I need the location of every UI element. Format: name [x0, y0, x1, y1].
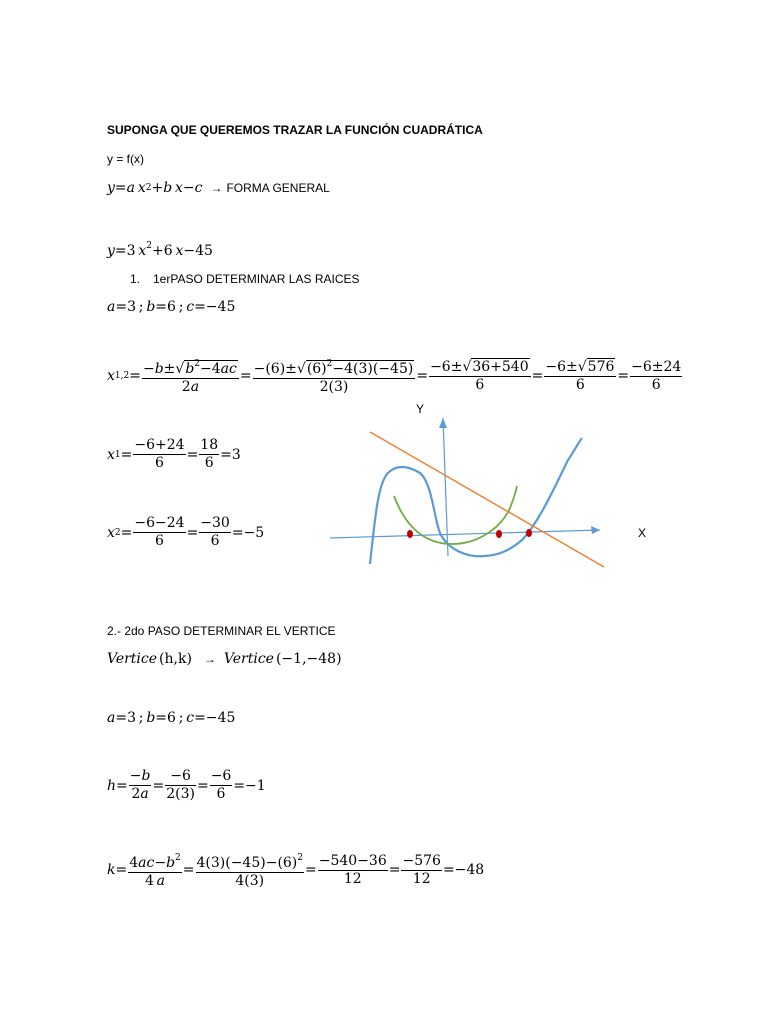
- function-notation: y = f(x): [107, 152, 145, 166]
- general-form-label: FORMA GENERAL: [226, 181, 330, 195]
- coefficients-line-2: a=3 ; b=6 ; c=−45: [107, 710, 236, 726]
- step1-heading: 1erPASO DETERMINAR LAS RAICES: [153, 272, 360, 286]
- coefficients-line-1: a=3 ; b=6 ; c=−45: [107, 299, 236, 315]
- vertex-line: Vertice (h,k) → Vertice (−1,−48): [107, 651, 342, 667]
- function-sketch: [320, 398, 660, 578]
- specific-function-equation: y=3 $x^2+6$ x−45: [107, 241, 213, 259]
- vertex-value: (−1,−48): [275, 651, 342, 667]
- orange-line: [370, 432, 604, 567]
- x-axis-label: X: [638, 526, 647, 540]
- x-axis: [330, 530, 600, 538]
- vertex-k-formula: k = $\frac{4ac-b^2}{4 a}$ = $\frac{4(3)(-45)-(6)^2}{4(3)}$ = $\frac{-540-36}{12}$ = $\frac{-576}{12}$ =−48: [107, 850, 484, 890]
- vertex-word: Vertice: [223, 651, 274, 667]
- blue-curve: [370, 438, 582, 564]
- y-axis-label: Y: [416, 402, 425, 416]
- page-title: SUPONGA QUE QUEREMOS TRAZAR LA FUNCIÓN CUADRÁTICA: [107, 123, 483, 137]
- vertex-h-formula: h = $\frac{-b}{2a}$ = $\frac{-6}{2(3)}$ = $\frac{-6}{6}$ =−1: [107, 768, 266, 802]
- y-axis-arrow-icon: [439, 418, 447, 428]
- arrow-icon: →: [210, 181, 223, 195]
- x-axis-arrow-icon: [591, 526, 600, 534]
- point-left: [407, 530, 413, 538]
- step1-number: 1.: [130, 272, 141, 286]
- quadratic-formula: x 1,2 = $\frac{-b\pm√b^2-4ac}{2a}$ = $\frac{-(6)\pm√(6)^2-4(3)(-45)}{2(3)}$ = $\frac{-6\pm√36+540}{6}$ = $\frac{-6\pm√576}{6}$ = $\frac{-6\pm 24}{6}$: [107, 356, 683, 396]
- general-form-equation: y = a x 2 + b x − c → FORMA GENERAL: [107, 180, 330, 196]
- root-x1: x 1 = $\frac{-6+24}{6}$ = $\frac{18}{6}$ =3: [107, 437, 241, 471]
- root-x2: x 2 = $\frac{-6-24}{6}$ = $\frac{-30}{6}$ =−5: [107, 515, 265, 549]
- y-axis: [443, 418, 448, 556]
- point-middle: [496, 530, 502, 538]
- step2-heading: 2.- 2do PASO DETERMINAR EL VERTICE: [107, 624, 336, 638]
- point-right: [526, 529, 532, 537]
